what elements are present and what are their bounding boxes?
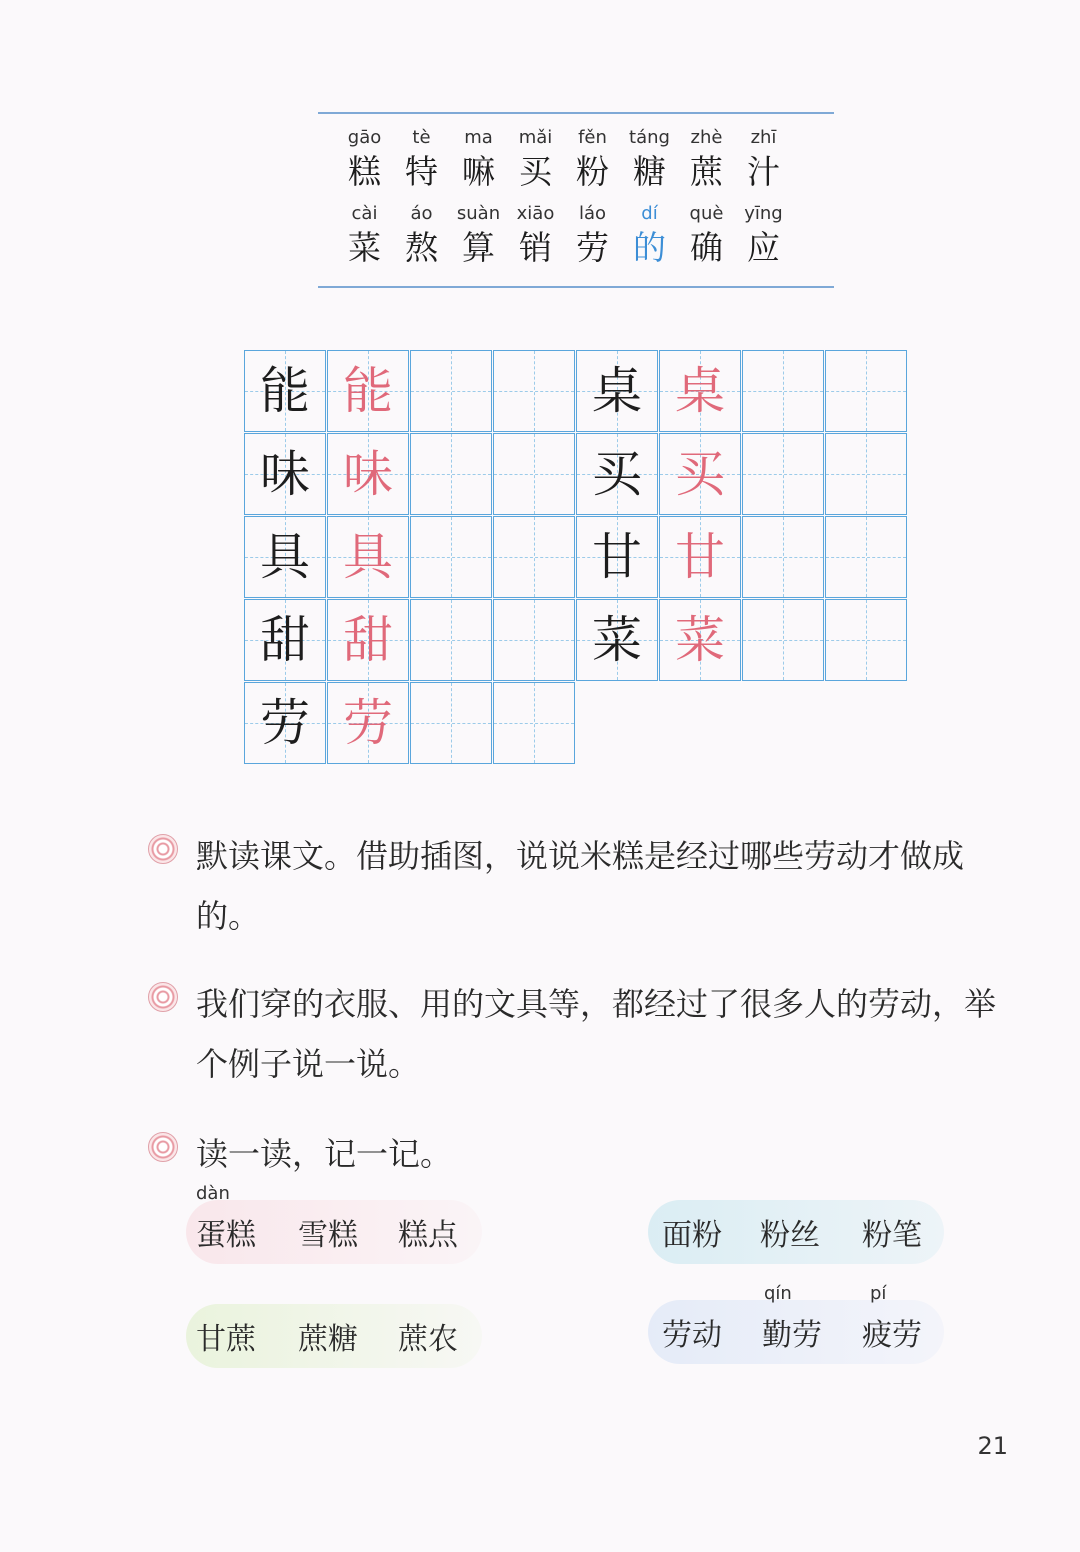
word: 粉丝	[760, 1218, 820, 1253]
character: 特	[405, 152, 438, 191]
grid-cell	[576, 433, 658, 515]
grid-cell	[576, 599, 658, 681]
character: 糕	[348, 152, 381, 191]
character: 粉	[576, 152, 609, 191]
vocab-item	[678, 202, 735, 270]
grid-cell-empty[interactable]	[742, 433, 824, 515]
pinyin-annotation: qín	[764, 1283, 792, 1304]
pinyin: zhī	[750, 127, 777, 148]
vocab-item	[735, 202, 792, 270]
trace-character: 具	[343, 528, 393, 586]
pinyin: láo	[578, 203, 607, 224]
word-group-lao	[648, 1283, 944, 1364]
word: 疲劳	[862, 1318, 922, 1353]
page-number: 21	[977, 1432, 1008, 1460]
pinyin: ma	[464, 127, 493, 148]
pinyin: yīng	[744, 203, 783, 224]
character: 确	[690, 228, 723, 267]
grid-cell	[244, 682, 326, 764]
character: 销	[519, 228, 552, 267]
vocab-item	[393, 202, 450, 270]
vocab-item	[507, 126, 564, 194]
grid-cell	[244, 516, 326, 598]
grid-cell-empty[interactable]	[825, 599, 907, 681]
word: 蛋糕	[196, 1218, 256, 1253]
word-group-gao	[186, 1183, 482, 1264]
pinyin: dí	[641, 203, 658, 224]
grid-cell	[244, 599, 326, 681]
vocab-item	[336, 202, 393, 270]
vocab-item	[450, 202, 507, 270]
grid-cell-empty[interactable]	[742, 599, 824, 681]
pinyin: gāo	[347, 127, 382, 148]
vocab-item	[678, 126, 735, 194]
word-group-zhe	[186, 1304, 482, 1368]
word-group-fen	[648, 1200, 944, 1264]
pinyin-annotation: dàn	[196, 1183, 230, 1204]
model-character: 味	[260, 445, 310, 503]
model-character: 甜	[260, 611, 310, 669]
pinyin-annotation: pí	[870, 1283, 887, 1304]
grid-cell	[327, 599, 409, 681]
vocab-item	[507, 202, 564, 270]
grid-cell-empty[interactable]	[742, 350, 824, 432]
vocab-item-highlighted	[621, 202, 678, 270]
exercise-text: 我们穿的衣服、用的文具等，都经过了很多人的劳动，举个例子说一说。	[196, 985, 997, 1083]
pinyin: fěn	[578, 127, 607, 148]
character: 熬	[405, 228, 438, 267]
pinyin: táng	[629, 127, 670, 148]
grid-cell	[576, 516, 658, 598]
model-character: 具	[260, 528, 310, 586]
grid-cell-empty[interactable]	[410, 682, 492, 764]
grid-cell-empty[interactable]	[410, 433, 492, 515]
grid-cell-empty[interactable]	[410, 599, 492, 681]
grid-cell-empty[interactable]	[742, 516, 824, 598]
word: 面粉	[662, 1218, 722, 1253]
trace-character: 劳	[343, 694, 393, 752]
grid-cell-empty[interactable]	[493, 433, 575, 515]
character: 买	[519, 152, 552, 191]
character: 糖	[633, 152, 666, 191]
pinyin: xiāo	[516, 203, 555, 224]
grid-cell-empty[interactable]	[493, 516, 575, 598]
grid-cell-empty[interactable]	[410, 516, 492, 598]
vocab-item	[564, 202, 621, 270]
model-character: 劳	[260, 694, 310, 752]
word: 雪糕	[298, 1218, 358, 1253]
grid-cell	[327, 682, 409, 764]
trace-character: 甜	[343, 611, 393, 669]
pinyin: zhè	[690, 127, 723, 148]
exercise-text: 读一读，记一记。	[196, 1135, 453, 1173]
vocab-item	[621, 126, 678, 194]
trace-character: 桌	[675, 362, 725, 420]
grid-cell-empty[interactable]	[825, 433, 907, 515]
grid-cell	[659, 516, 741, 598]
model-character: 能	[260, 362, 310, 420]
trace-character: 菜	[675, 611, 725, 669]
character: 算	[462, 228, 495, 267]
bullet-swirl-icon	[148, 834, 178, 864]
vocab-row-2	[336, 202, 836, 272]
trace-character: 能	[343, 362, 393, 420]
character: 应	[747, 228, 780, 267]
bullet-swirl-icon	[148, 982, 178, 1012]
word: 蔗糖	[298, 1322, 358, 1357]
vocab-item	[564, 126, 621, 194]
word: 糕点	[398, 1218, 458, 1253]
word: 蔗农	[398, 1322, 458, 1357]
word: 甘蔗	[196, 1322, 256, 1357]
grid-cell-empty[interactable]	[825, 516, 907, 598]
grid-cell	[659, 350, 741, 432]
grid-cell	[659, 433, 741, 515]
character: 蔗	[690, 152, 723, 191]
grid-cell	[659, 599, 741, 681]
model-character: 桌	[592, 362, 642, 420]
pinyin: cài	[351, 203, 378, 224]
character: 的	[633, 228, 666, 267]
trace-character: 甘	[675, 528, 725, 586]
grid-cell	[327, 433, 409, 515]
character: 菜	[348, 228, 381, 267]
vocab-item	[336, 126, 393, 194]
bullet-swirl-icon	[148, 1132, 178, 1162]
word: 勤劳	[762, 1318, 822, 1353]
pinyin: què	[689, 203, 724, 224]
vocab-item	[450, 126, 507, 194]
vocab-item	[735, 126, 792, 194]
grid-cell	[576, 350, 658, 432]
grid-cell	[327, 350, 409, 432]
exercise-text: 默读课文。借助插图，说说米糕是经过哪些劳动才做成的。	[196, 837, 965, 935]
vocabulary-box	[318, 112, 834, 288]
model-character: 买	[592, 445, 642, 503]
pinyin: suàn	[456, 203, 501, 224]
grid-cell-empty[interactable]	[410, 350, 492, 432]
grid-cell	[327, 516, 409, 598]
grid-cell-empty[interactable]	[493, 350, 575, 432]
model-character: 菜	[592, 611, 642, 669]
character: 嘛	[462, 152, 495, 191]
trace-character: 味	[343, 445, 393, 503]
grid-cell-empty[interactable]	[493, 599, 575, 681]
word: 劳动	[662, 1318, 722, 1353]
grid-cell	[244, 350, 326, 432]
trace-character: 买	[675, 445, 725, 503]
character: 劳	[576, 228, 609, 267]
vocab-row-1	[336, 126, 836, 196]
grid-cell-empty[interactable]	[825, 350, 907, 432]
vocab-item	[393, 126, 450, 194]
grid-cell-empty[interactable]	[493, 682, 575, 764]
pinyin: mǎi	[518, 127, 553, 148]
grid-cell	[244, 433, 326, 515]
word: 粉笔	[862, 1218, 922, 1253]
model-character: 甘	[592, 528, 642, 586]
character: 汁	[747, 152, 780, 191]
pinyin: tè	[412, 127, 431, 148]
pinyin: áo	[410, 203, 433, 224]
